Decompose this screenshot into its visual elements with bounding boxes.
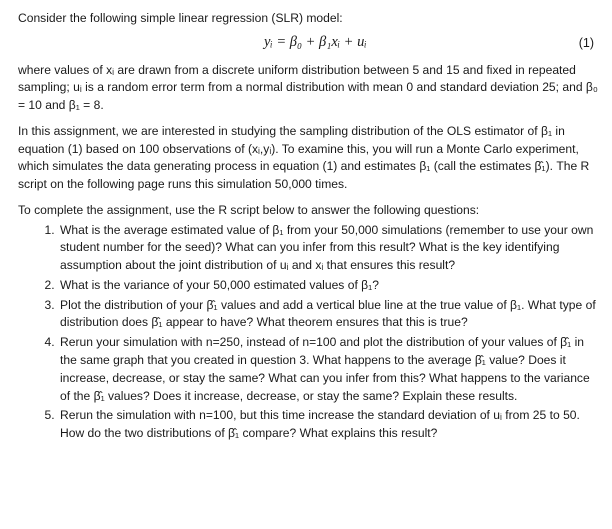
paragraph-instructions: To complete the assignment, use the R script below to answer the following questions:	[18, 203, 480, 217]
question-list	[18, 222, 602, 444]
question-4: 4. Rerun your simulation with n=250, instead of n=100 and plot the distribution of your values of β̂₁ in the same graph that you created in question 3. What happens to the average β̂₁ value? Does it increase, decrease, or stay the same? What can you infer from this? What happens to the variance of the β̂₁ values? Does it increase, decrease, or stay the same? Explain these results.	[58, 334, 602, 405]
equation-row	[18, 28, 602, 62]
assignment-page	[18, 8, 602, 445]
paragraph-objective: In this assignment, we are interested in studying the sampling distribution of the OLS estimator of β₁ in equation (1) based on 100 observations of (xᵢ,yᵢ). To examine this, you will run a Monte Carlo experiment, which simulates the data generating process in equation (1) and estimates β₁ (call the estimates β̂₁). The R script on the following page runs this simulation 50,000 times.	[18, 124, 590, 191]
regression-equation: yᵢ = β₀ + β₁xᵢ + uᵢ	[264, 33, 367, 50]
equation-number: (1)	[578, 35, 594, 50]
question-3: 3. Plot the distribution of your β̂₁ values and add a vertical blue line at the true value of β₁. What type of distribution does β̂₁ appear to have? What theorem ensures that this is true?	[58, 297, 602, 333]
question-5: 5. Rerun the simulation with n=100, but this time increase the standard deviation of uᵢ from 25 to 50. How do the two distributions of β̂₁ compare? What explains this result?	[58, 407, 602, 443]
intro-text: Consider the following simple linear regression (SLR) model:	[18, 11, 343, 25]
question-2: 2. What is the variance of your 50,000 estimated values of β₁?	[58, 277, 602, 295]
question-1: 1. What is the average estimated value of β₁ from your 50,000 simulations (remember to use your own student number for the seed)? What can you infer from this result? What is the key identifying assumption about the joint distribution of uᵢ and xᵢ that ensures this result?	[58, 222, 602, 275]
paragraph-definitions: where values of xᵢ are drawn from a discrete uniform distribution between 5 and 15 and fixed in repeated sampling; uᵢ is a random error term from a normal distribution with mean 0 and standard deviation 25; and β₀ = 10 and β₁ = 8.	[18, 62, 598, 112]
